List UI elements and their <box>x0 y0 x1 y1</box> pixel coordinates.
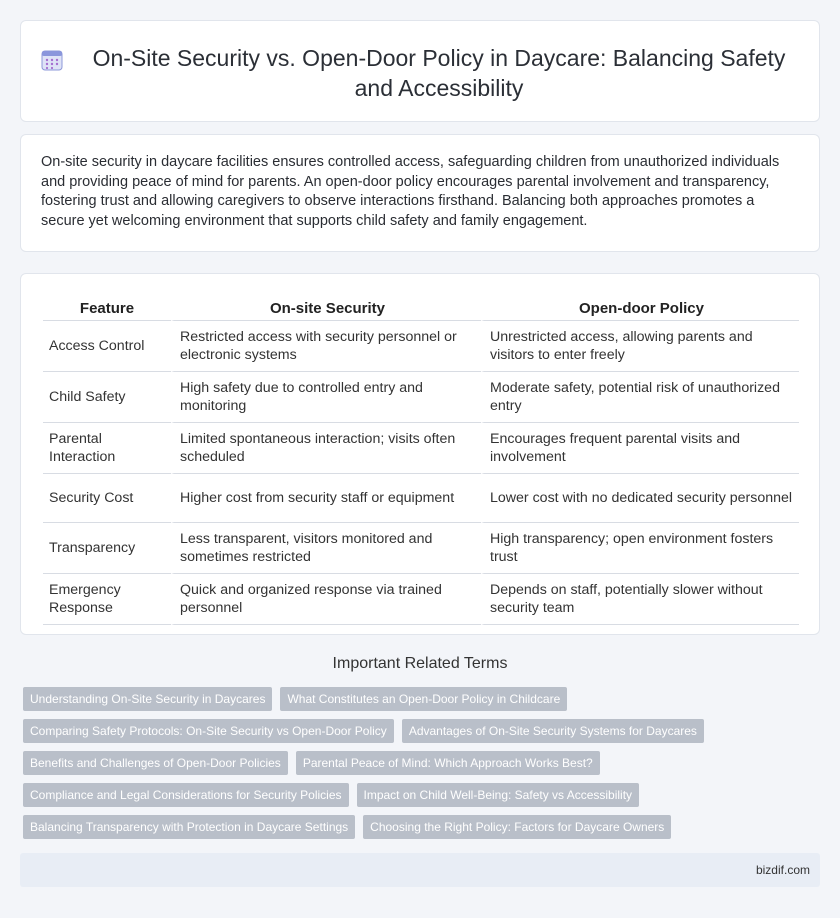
feature-cell: Parental Interaction <box>43 423 171 474</box>
title-row <box>41 43 799 103</box>
feature-cell: Emergency Response <box>43 574 171 625</box>
related-terms-tags <box>23 687 823 847</box>
table-row <box>43 372 799 423</box>
feature-cell: Transparency <box>43 523 171 574</box>
onsite-cell: Quick and organized response via trained personnel <box>171 574 481 625</box>
related-term-tag[interactable]: Choosing the Right Policy: Factors for Daycare Owners <box>363 815 671 839</box>
title-card <box>20 20 820 122</box>
opendoor-cell: Lower cost with no dedicated security personnel <box>481 474 799 523</box>
related-term-tag[interactable]: Comparing Safety Protocols: On-Site Security vs Open-Door Policy <box>23 719 394 743</box>
tag-row <box>23 751 823 775</box>
opendoor-cell: High transparency; open environment fosters trust <box>481 523 799 574</box>
footer-site-link[interactable]: bizdif.com <box>755 863 810 877</box>
footer <box>20 853 820 887</box>
tag-row <box>23 719 823 743</box>
table-row <box>43 423 799 474</box>
related-term-tag[interactable]: Advantages of On-Site Security Systems for Daycares <box>402 719 704 743</box>
opendoor-cell: Unrestricted access, allowing parents and visitors to enter freely <box>481 321 799 372</box>
opendoor-cell: Depends on staff, potentially slower without security team <box>481 574 799 625</box>
table-row <box>43 321 799 372</box>
onsite-cell: Limited spontaneous interaction; visits often scheduled <box>171 423 481 474</box>
intro-paragraph: On-site security in daycare facilities ensures controlled access, safeguarding children from unauthorized individuals and providing peace of mind for parents. An open-door policy encourages parental involvement and transparency, fostering trust and allowing caregivers to observe interactions firsthand. Balancing both approaches promotes a secure yet welcoming environment that supports child safety and family engagement. <box>41 154 780 229</box>
header-feature: Feature <box>43 296 171 321</box>
calendar-icon <box>41 49 63 71</box>
comparison-card <box>20 273 820 635</box>
onsite-cell: Less transparent, visitors monitored and sometimes restricted <box>171 523 481 574</box>
table-row <box>43 474 799 523</box>
related-term-tag[interactable]: Balancing Transparency with Protection in Daycare Settings <box>23 815 355 839</box>
related-term-tag[interactable]: Benefits and Challenges of Open-Door Policies <box>23 751 288 775</box>
related-term-tag[interactable]: What Constitutes an Open-Door Policy in Childcare <box>280 687 567 711</box>
comparison-table <box>43 296 799 625</box>
opendoor-cell: Encourages frequent parental visits and involvement <box>481 423 799 474</box>
header-onsite-security: On-site Security <box>171 296 481 321</box>
onsite-cell: Restricted access with security personnel or electronic systems <box>171 321 481 372</box>
tag-row <box>23 815 823 839</box>
related-term-tag[interactable]: Impact on Child Well-Being: Safety vs Accessibility <box>357 783 640 807</box>
opendoor-cell: Moderate safety, potential risk of unauthorized entry <box>481 372 799 423</box>
related-term-tag[interactable]: Understanding On-Site Security in Daycares <box>23 687 272 711</box>
table-row <box>43 523 799 574</box>
tag-row <box>23 687 823 711</box>
feature-cell: Access Control <box>43 321 171 372</box>
table-row <box>43 574 799 625</box>
onsite-cell: High safety due to controlled entry and monitoring <box>171 372 481 423</box>
table-header-row <box>43 296 799 321</box>
onsite-cell: Higher cost from security staff or equipment <box>171 474 481 523</box>
related-term-tag[interactable]: Parental Peace of Mind: Which Approach Works Best? <box>296 751 600 775</box>
related-terms-heading: Important Related Terms <box>332 655 508 672</box>
feature-cell: Child Safety <box>43 372 171 423</box>
intro-card <box>20 134 820 252</box>
related-term-tag[interactable]: Compliance and Legal Considerations for Security Policies <box>23 783 349 807</box>
tag-row <box>23 783 823 807</box>
page-title: On-Site Security vs. Open-Door Policy in Daycare: Balancing Safety and Accessibility <box>92 45 786 101</box>
feature-cell: Security Cost <box>43 474 171 523</box>
header-open-door-policy: Open-door Policy <box>481 296 799 321</box>
